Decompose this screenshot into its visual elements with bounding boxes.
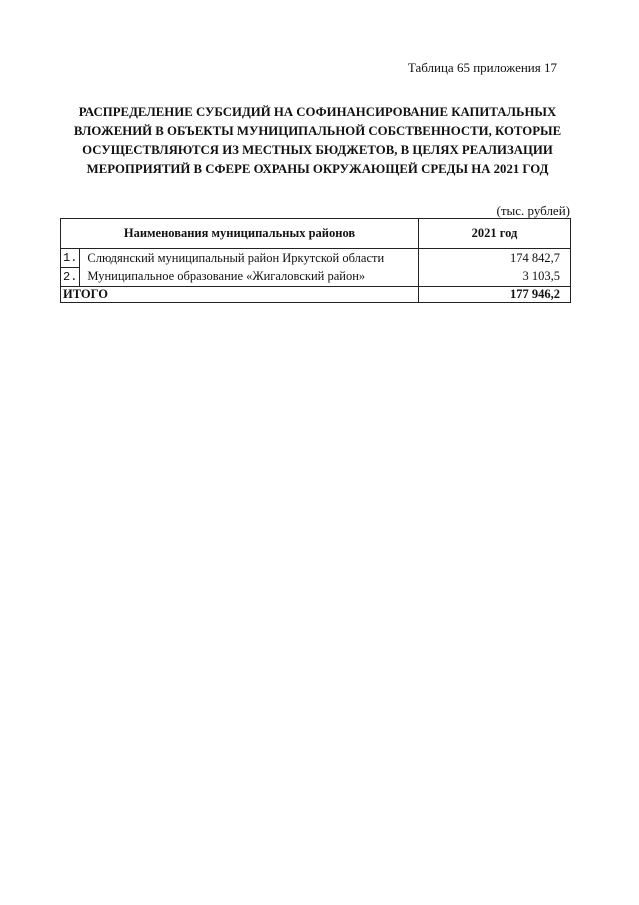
table-header-row	[61, 219, 571, 249]
total-value: 177 946,2	[419, 287, 571, 303]
column-header-name: Наименования муниципальных районов	[61, 219, 419, 249]
table-row	[61, 249, 571, 268]
title-line: ОСУЩЕСТВЛЯЮТСЯ ИЗ МЕСТНЫХ БЮДЖЕТОВ, В ЦЕЛЯХ РЕАЛИЗАЦИИ	[82, 143, 553, 157]
column-header-year: 2021 год	[419, 219, 571, 249]
row-number: 1.	[61, 249, 80, 268]
table-reference: Таблица 65 приложения 17	[407, 60, 557, 75]
table-row	[61, 268, 571, 287]
row-value: 3 103,5	[419, 268, 571, 287]
units-label: (тыс. рублей)	[496, 203, 570, 218]
subsidy-table	[60, 218, 571, 303]
total-label: ИТОГО	[61, 287, 419, 303]
title-line: МЕРОПРИЯТИЙ В СФЕРЕ ОХРАНЫ ОКРУЖАЮЩЕЙ СРЕДЫ НА 2021 ГОД	[86, 162, 549, 176]
row-value: 174 842,7	[419, 249, 571, 268]
title-line: РАСПРЕДЕЛЕНИЕ СУБСИДИЙ НА СОФИНАНСИРОВАНИЕ КАПИТАЛЬНЫХ	[78, 105, 557, 119]
row-name: Слюдянский муниципальный район Иркутской области	[80, 249, 419, 268]
title-line: ВЛОЖЕНИЙ В ОБЪЕКТЫ МУНИЦИПАЛЬНОЙ СОБСТВЕННОСТИ, КОТОРЫЕ	[73, 124, 562, 138]
document-title	[60, 103, 575, 179]
row-name: Муниципальное образование «Жигаловский район»	[80, 268, 419, 287]
row-number: 2.	[61, 268, 80, 287]
total-row	[61, 287, 571, 303]
